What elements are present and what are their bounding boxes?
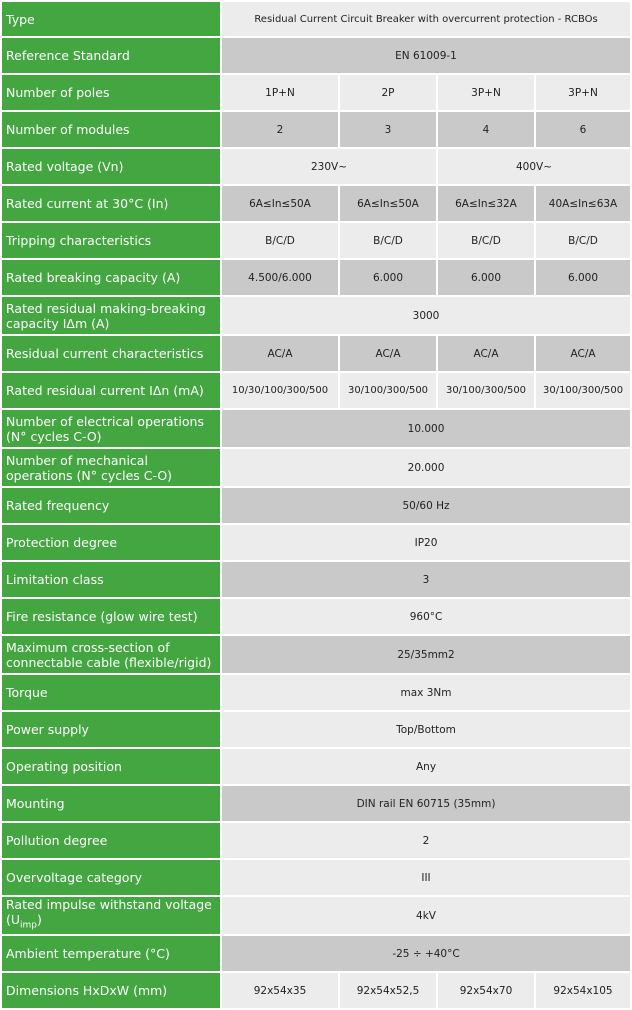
row-label: Dimensions HxDxW (mm) <box>2 973 220 1008</box>
table-row <box>2 525 630 560</box>
row-value: 6.000 <box>536 260 630 295</box>
row-value: 960°C <box>222 599 630 634</box>
row-value: 3 <box>222 562 630 597</box>
row-value: 30/100/300/500 <box>536 373 630 408</box>
table-row <box>2 712 630 747</box>
row-label: Tripping characteristics <box>2 223 220 258</box>
row-label: Mounting <box>2 786 220 821</box>
row-value: 92x54x52,5 <box>340 973 436 1008</box>
row-label: Type <box>2 2 220 36</box>
table-row <box>2 260 630 295</box>
table-row <box>2 2 630 36</box>
row-label: Overvoltage category <box>2 860 220 895</box>
table-row <box>2 297 630 334</box>
row-value: Top/Bottom <box>222 712 630 747</box>
row-label: Number of mechanical operations (N° cycles C-O) <box>2 449 220 486</box>
table-row <box>2 636 630 673</box>
row-label-subscript: imp <box>20 920 38 931</box>
row-label: Rated voltage (Vn) <box>2 149 220 184</box>
row-value: III <box>222 860 630 895</box>
row-value: 20.000 <box>222 449 630 486</box>
row-value: 40A≤In≤63A <box>536 186 630 221</box>
row-label: Number of electrical operations (N° cycles C-O) <box>2 410 220 447</box>
row-label: Rated breaking capacity (A) <box>2 260 220 295</box>
table-row <box>2 897 630 934</box>
row-label: Rated current at 30°C (In) <box>2 186 220 221</box>
row-value: B/C/D <box>340 223 436 258</box>
table-row <box>2 410 630 447</box>
table-row <box>2 562 630 597</box>
row-value: 6.000 <box>438 260 534 295</box>
row-label: Operating position <box>2 749 220 784</box>
row-value: 400V~ <box>438 149 630 184</box>
table-row <box>2 973 630 1008</box>
row-label <box>2 897 220 934</box>
row-label: Number of poles <box>2 75 220 110</box>
row-value: 2 <box>222 112 338 147</box>
table-row <box>2 149 630 184</box>
row-label: Pollution degree <box>2 823 220 858</box>
row-value: Residual Current Circuit Breaker with overcurrent protection - RCBOs <box>222 2 630 36</box>
row-value: 3P+N <box>536 75 630 110</box>
row-label-text: Rated impulse withstand voltage (U <box>6 897 212 928</box>
row-value: 3 <box>340 112 436 147</box>
row-value: DIN rail EN 60715 (35mm) <box>222 786 630 821</box>
row-value: Any <box>222 749 630 784</box>
row-label: Rated residual current IΔn (mA) <box>2 373 220 408</box>
row-value: 2P <box>340 75 436 110</box>
row-value: EN 61009-1 <box>222 38 630 73</box>
row-value: AC/A <box>222 336 338 371</box>
row-value: 4kV <box>222 897 630 934</box>
row-value: 10.000 <box>222 410 630 447</box>
row-value: 3000 <box>222 297 630 334</box>
row-value: 6.000 <box>340 260 436 295</box>
row-label: Rated residual making-breaking capacity IΔm (A) <box>2 297 220 334</box>
row-value: AC/A <box>340 336 436 371</box>
row-label: Power supply <box>2 712 220 747</box>
row-label: Protection degree <box>2 525 220 560</box>
table-row <box>2 186 630 221</box>
row-value: AC/A <box>438 336 534 371</box>
row-label: Torque <box>2 675 220 710</box>
row-label: Fire resistance (glow wire test) <box>2 599 220 634</box>
table-row <box>2 749 630 784</box>
table-row <box>2 786 630 821</box>
row-value: 92x54x70 <box>438 973 534 1008</box>
row-value: -25 ÷ +40°C <box>222 936 630 971</box>
row-value: 230V~ <box>222 149 436 184</box>
table-row <box>2 936 630 971</box>
row-value: IP20 <box>222 525 630 560</box>
row-label: Residual current characteristics <box>2 336 220 371</box>
row-value: B/C/D <box>438 223 534 258</box>
row-label: Ambient temperature (°C) <box>2 936 220 971</box>
row-value: 6A≤In≤32A <box>438 186 534 221</box>
table-row <box>2 38 630 73</box>
row-label: Maximum cross-section of connectable cable (flexible/rigid) <box>2 636 220 673</box>
row-value: 92x54x105 <box>536 973 630 1008</box>
row-value: 50/60 Hz <box>222 488 630 523</box>
table-row <box>2 112 630 147</box>
table-row <box>2 223 630 258</box>
row-value: 1P+N <box>222 75 338 110</box>
row-value: 25/35mm2 <box>222 636 630 673</box>
table-row <box>2 599 630 634</box>
table-row <box>2 373 630 408</box>
row-label: Rated frequency <box>2 488 220 523</box>
row-value: 3P+N <box>438 75 534 110</box>
row-value: 30/100/300/500 <box>438 373 534 408</box>
row-value: B/C/D <box>222 223 338 258</box>
row-value: 6A≤In≤50A <box>222 186 338 221</box>
row-value: max 3Nm <box>222 675 630 710</box>
table-row <box>2 75 630 110</box>
row-value: 92x54x35 <box>222 973 338 1008</box>
row-value: 30/100/300/500 <box>340 373 436 408</box>
row-label: Reference Standard <box>2 38 220 73</box>
row-label: Limitation class <box>2 562 220 597</box>
table-row <box>2 675 630 710</box>
row-value: 6A≤In≤50A <box>340 186 436 221</box>
row-value: B/C/D <box>536 223 630 258</box>
row-label: Number of modules <box>2 112 220 147</box>
row-value: 10/30/100/300/500 <box>222 373 338 408</box>
table-row <box>2 488 630 523</box>
table-row <box>2 336 630 371</box>
table-row <box>2 823 630 858</box>
row-value: 4.500/6.000 <box>222 260 338 295</box>
row-value: AC/A <box>536 336 630 371</box>
row-value: 6 <box>536 112 630 147</box>
table-row <box>2 860 630 895</box>
row-label-tail: ) <box>37 912 42 928</box>
table-row <box>2 449 630 486</box>
row-value: 4 <box>438 112 534 147</box>
row-value: 2 <box>222 823 630 858</box>
